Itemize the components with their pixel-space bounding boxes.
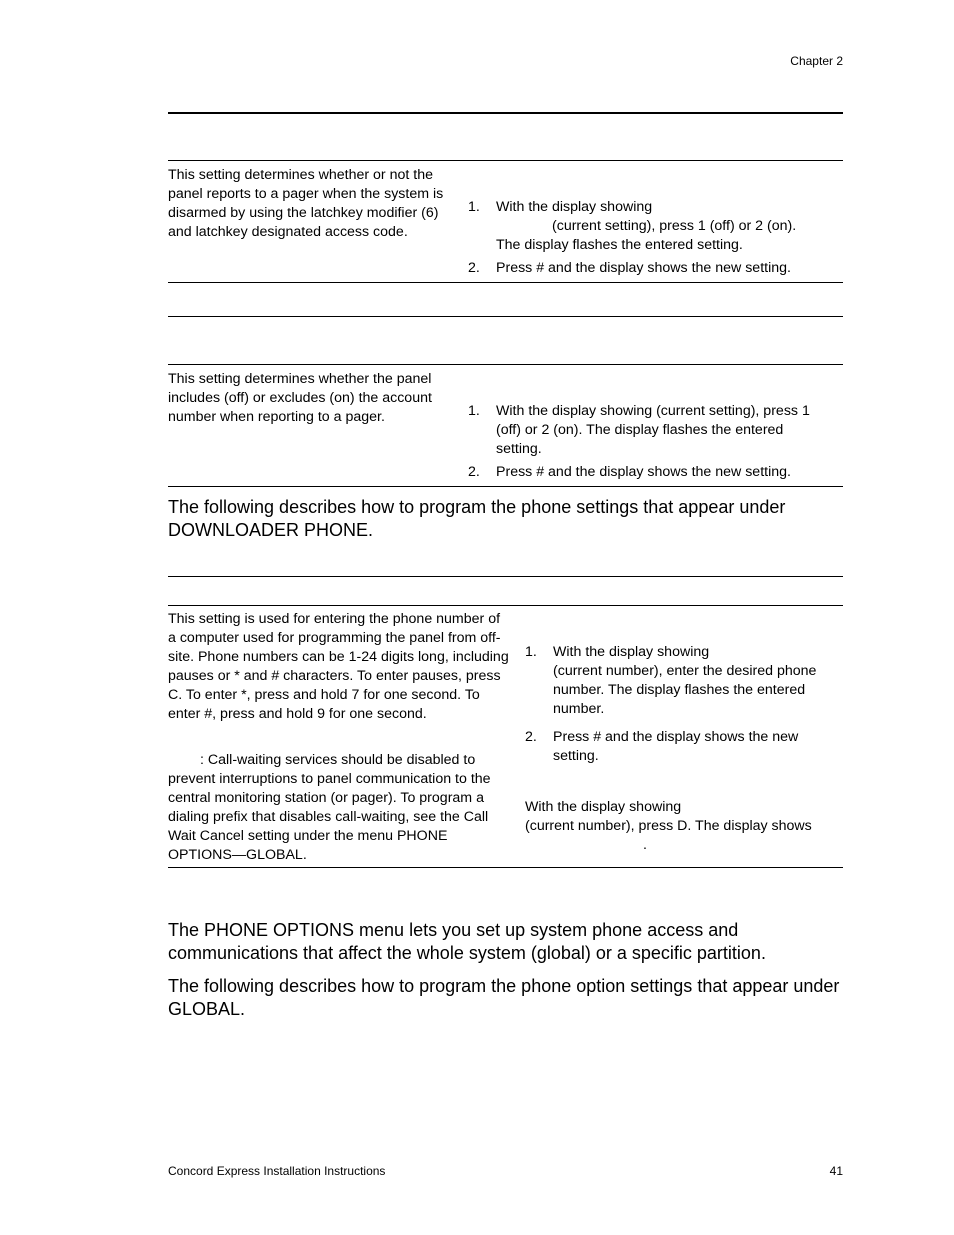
table3-step-1: 1. With the display showing (current number), enter the desired phone number. The display flashes the entered number. bbox=[525, 644, 817, 717]
table2-step-1: 1. With the display showing (current setting), press 1 (off) or 2 (on). The display flashes the entered setting. bbox=[468, 403, 810, 457]
table2-step-2: 2. Press # and the display shows the new setting. bbox=[468, 463, 791, 480]
table1-description: This setting determines whether or not the panel reports to a pager when the system is disarmed by using the latchkey modifier (6) and latchkey designated access code. bbox=[168, 167, 444, 240]
table3-steps bbox=[525, 643, 843, 769]
global-intro-paragraph: The following describes how to program the phone option settings that appear under GLOBAL. bbox=[168, 976, 840, 1019]
table1-top-rule bbox=[168, 160, 843, 161]
table1-bottom-rule bbox=[168, 282, 843, 283]
table3-top-rule bbox=[168, 605, 843, 606]
table3-heading-rule bbox=[168, 576, 843, 577]
table3-bottom-rule bbox=[168, 867, 843, 868]
header-rule bbox=[168, 112, 843, 114]
table3-note: : Call-waiting services should be disabled to prevent interruptions to panel communication to the central monitoring station (or pager). To program a dialing prefix that disables call-waiting, see the Call Wait Cancel setting under the menu PHONE OPTIONS—GLOBAL. bbox=[168, 752, 491, 863]
downloader-intro-paragraph: The following describes how to program the phone settings that appear under DOWNLOADER PHONE. bbox=[168, 497, 786, 540]
table3-delete-instruction: With the display showing (current number), press D. The display shows . bbox=[525, 799, 812, 853]
table3-description: This setting is used for entering the phone number of a computer used for programming the panel from off-site. Phone numbers can be 1-24 digits long, including pauses or * and # characters. To enter pauses, press C. To enter *, press and hold 7 for one second. To enter #, press and hold 9 for one second. bbox=[168, 611, 509, 722]
table2-top-rule bbox=[168, 364, 843, 365]
page-number: 41 bbox=[829, 1164, 843, 1178]
table1-steps bbox=[468, 198, 843, 282]
table2-heading-rule bbox=[168, 316, 843, 317]
chapter-label: Chapter 2 bbox=[790, 54, 843, 68]
phone-options-paragraph: The PHONE OPTIONS menu lets you set up system phone access and communications that affect the whole system (global) or a specific partition. bbox=[168, 920, 766, 963]
table3-step-2: 2. Press # and the display shows the new setting. bbox=[525, 728, 799, 764]
table1-step-2: 2. Press # and the display shows the new setting. bbox=[468, 259, 791, 276]
table2-steps bbox=[468, 402, 823, 486]
table1-step-1: 1. With the display showing (current setting), press 1 (off) or 2 (on). The display flashes the entered setting. bbox=[468, 199, 797, 253]
footer-title: Concord Express Installation Instructions bbox=[168, 1164, 386, 1178]
table2-description: This setting determines whether the panel includes (off) or excludes (on) the account number when reporting to a pager. bbox=[168, 371, 432, 425]
table2-bottom-rule bbox=[168, 486, 843, 487]
